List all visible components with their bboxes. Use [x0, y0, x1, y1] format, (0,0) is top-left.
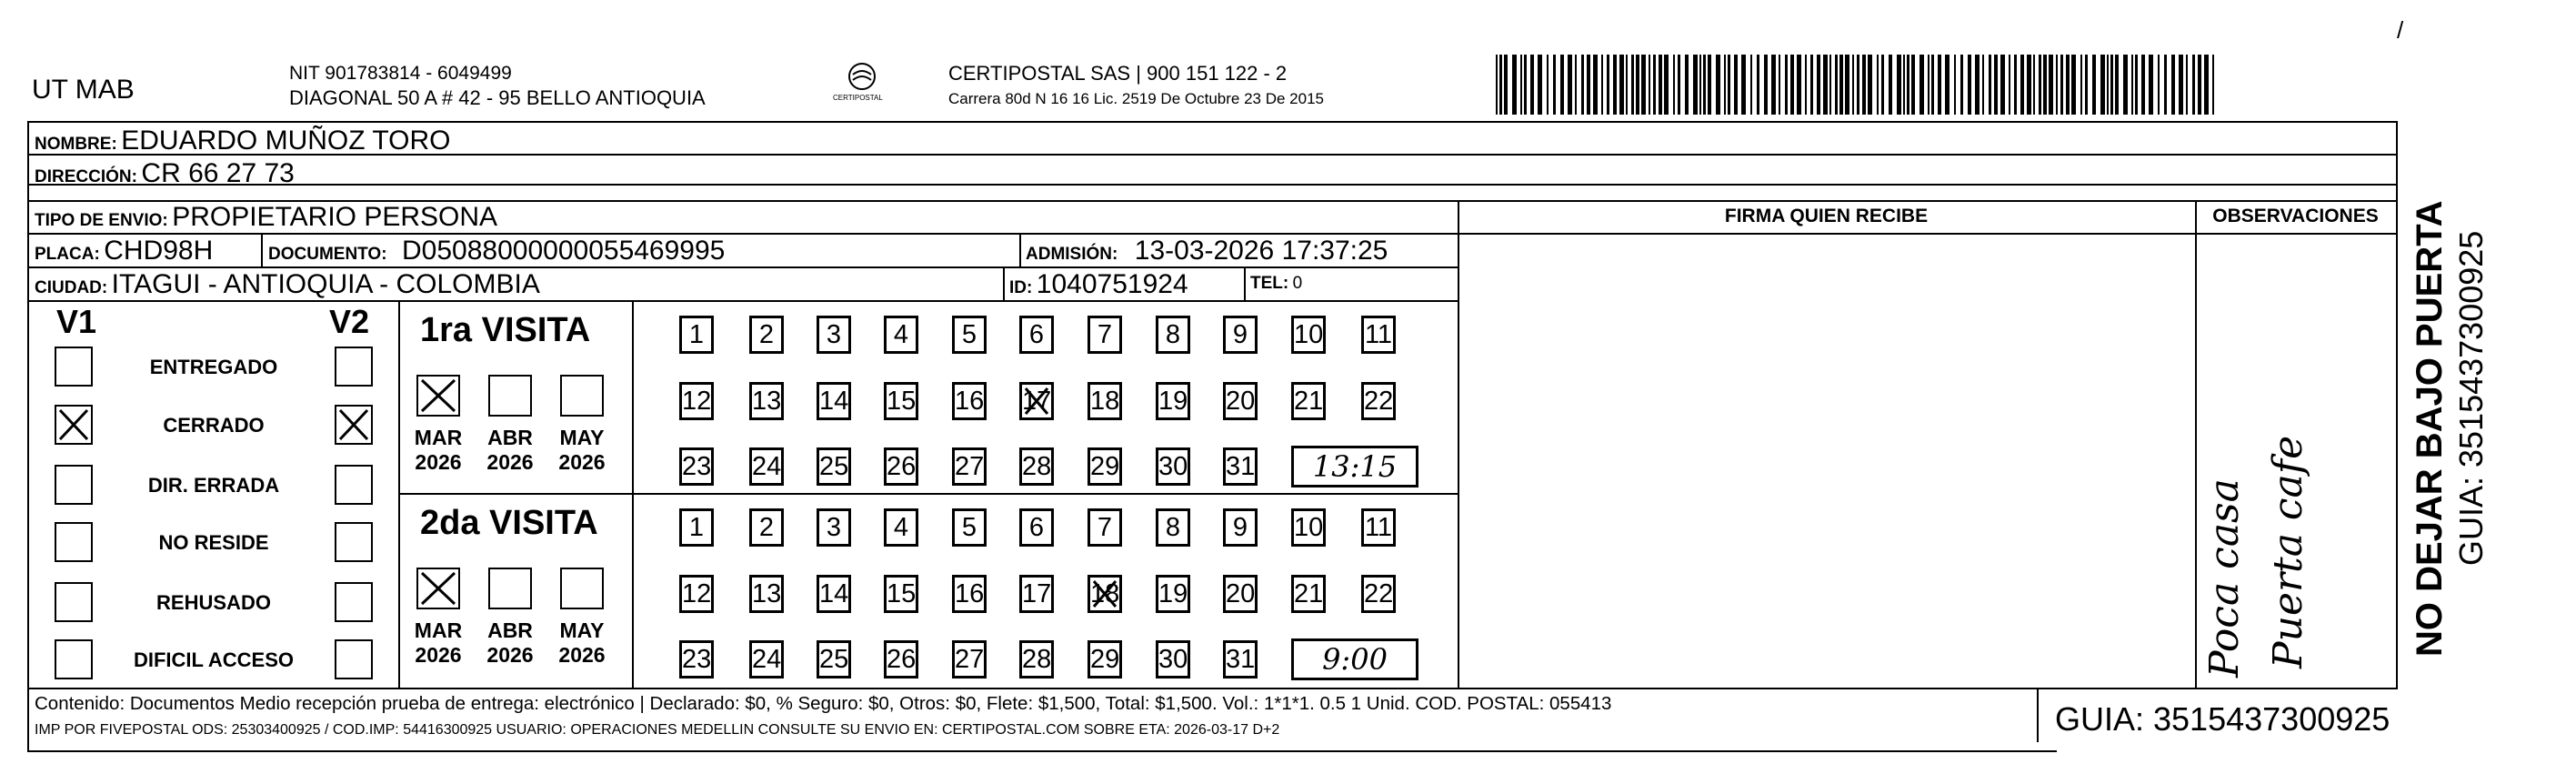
- barcode-bar: [1678, 55, 1680, 115]
- barcode-bar: [2110, 55, 2113, 115]
- day-cell[interactable]: 20: [1223, 382, 1258, 420]
- v2-checkbox[interactable]: [335, 405, 373, 445]
- row-line: [27, 300, 1458, 302]
- barcode-bar: [1931, 55, 1934, 115]
- courier-name: CERTIPOSTAL SAS | 900 151 122 - 2: [948, 62, 1288, 85]
- barcode-bar: [2066, 55, 2070, 115]
- day-cell[interactable]: 27: [952, 447, 987, 486]
- id-row: [1009, 271, 1188, 298]
- barcode-bar: [1547, 55, 1549, 115]
- barcode-bar: [2049, 55, 2053, 115]
- barcode-bar: [2009, 55, 2010, 115]
- day-cell[interactable]: 10: [1291, 508, 1326, 547]
- day-cell[interactable]: 7: [1088, 316, 1122, 354]
- barcode-bar: [1708, 55, 1711, 115]
- company-name: UT MAB: [32, 75, 135, 105]
- day-cell[interactable]: 11: [1361, 508, 1396, 547]
- day-cell[interactable]: 26: [884, 640, 918, 678]
- day-cell[interactable]: 22: [1361, 382, 1396, 420]
- day-cell[interactable]: 31: [1223, 640, 1258, 678]
- day-cell[interactable]: 21: [1291, 575, 1326, 613]
- barcode-bar: [2000, 55, 2005, 115]
- day-cell[interactable]: 6: [1019, 316, 1054, 354]
- barcode-bar: [1852, 55, 1854, 115]
- plate-row: [35, 237, 213, 265]
- day-cell[interactable]: 25: [817, 640, 851, 678]
- day-cell[interactable]: 2: [749, 508, 784, 547]
- visit-time-value: 13:15: [1312, 449, 1398, 484]
- barcode-bar: [1810, 55, 1813, 115]
- month-checkbox[interactable]: [416, 375, 460, 417]
- side-guide: GUIA: 3515437300925: [2452, 230, 2490, 566]
- barcode-bar: [2158, 55, 2160, 115]
- v2-checkbox[interactable]: [335, 522, 373, 562]
- day-cell[interactable]: 10: [1291, 316, 1326, 354]
- month-checkbox[interactable]: [560, 375, 604, 417]
- id-label: ID:: [1009, 278, 1033, 297]
- barcode-bar: [2071, 55, 2076, 115]
- barcode-bar: [2123, 55, 2128, 115]
- city-row: [35, 271, 540, 298]
- day-cell[interactable]: 25: [817, 447, 851, 486]
- month-label: ABR: [487, 618, 533, 642]
- visit-title: 2da VISITA: [420, 504, 598, 542]
- barcode-bar: [1835, 55, 1838, 115]
- month-checkbox[interactable]: [488, 568, 532, 609]
- visit-time-box[interactable]: [1291, 446, 1418, 487]
- barcode-bar: [2179, 55, 2183, 115]
- barcode-bar: [1823, 55, 1828, 115]
- barcode-bar: [1659, 55, 1662, 115]
- barcode-bar: [1750, 55, 1752, 115]
- barcode-bar: [1945, 55, 1950, 115]
- company-address: DIAGONAL 50 A # 42 - 95 BELLO ANTIOQUIA: [289, 86, 706, 109]
- barcode-bar: [2080, 55, 2082, 115]
- barcode-bar: [1903, 55, 1905, 115]
- barcode-bar: [1790, 55, 1794, 115]
- month-checkbox[interactable]: [416, 568, 460, 609]
- barcode-bar: [1757, 55, 1759, 115]
- month-check-mark: [418, 569, 458, 608]
- barcode-bar: [1520, 55, 1522, 115]
- v2-header: V2: [329, 303, 370, 340]
- barcode-bar: [1889, 55, 1892, 115]
- barcode-bar: [2192, 55, 2195, 115]
- day-cell[interactable]: 5: [952, 508, 987, 547]
- barcode-bar: [2033, 55, 2035, 115]
- document-label: DOCUMENTO:: [268, 245, 387, 264]
- barcode-bar: [1862, 55, 1866, 115]
- barcode-bar: [1975, 55, 1980, 115]
- tel-label: TEL:: [1250, 274, 1289, 293]
- barcode-bar: [2204, 55, 2209, 115]
- day-cell[interactable]: 15: [884, 382, 918, 420]
- form-top-border: [27, 121, 2396, 123]
- barcode-bar: [1703, 55, 1706, 115]
- barcode-bar: [1504, 55, 1508, 115]
- form-right-border: [2396, 121, 2398, 689]
- year-label: 2026: [558, 643, 606, 667]
- day-cell[interactable]: 19: [1156, 382, 1190, 420]
- observation-handwritten-2: Puerta cafe: [2265, 435, 2311, 668]
- v1-checkbox[interactable]: [55, 465, 93, 505]
- day-cell[interactable]: 15: [884, 575, 918, 613]
- barcode-bar: [1499, 55, 1502, 115]
- barcode-bar: [1626, 55, 1628, 115]
- type-value: PROPIETARIO PERSONA: [172, 202, 498, 232]
- observation-handwritten-1: Poca casa: [2201, 478, 2248, 678]
- day-cell[interactable]: 30: [1156, 640, 1190, 678]
- v2-checkbox[interactable]: [335, 639, 373, 679]
- day-check-mark: [1022, 385, 1051, 417]
- day-cell[interactable]: 8: [1156, 316, 1190, 354]
- status-label: DIR. ERRADA: [147, 474, 280, 497]
- barcode-bar: [1636, 55, 1639, 115]
- day-cell[interactable]: 29: [1088, 640, 1122, 678]
- barcode-bar: [1524, 55, 1527, 115]
- day-cell[interactable]: 19: [1156, 575, 1190, 613]
- day-cell[interactable]: 2: [749, 316, 784, 354]
- barcode-bar: [1938, 55, 1941, 115]
- year-label: 2026: [486, 450, 534, 474]
- footer-guide: GUIA: 3515437300925: [2055, 700, 2391, 738]
- type-label: TIPO DE ENVIO:: [35, 211, 168, 230]
- col-line: [2037, 688, 2039, 742]
- v1-checkbox[interactable]: [55, 582, 93, 622]
- col-line: [1458, 200, 1459, 688]
- visit-time-box[interactable]: [1291, 638, 1418, 680]
- v1-checkbox[interactable]: [55, 347, 93, 387]
- day-cell[interactable]: 18: [1088, 382, 1122, 420]
- col-line: [1019, 233, 1021, 266]
- barcode-bar: [1764, 55, 1768, 115]
- barcode-bar: [1568, 55, 1572, 115]
- barcode-bar: [1845, 55, 1849, 115]
- barcode-bar: [1960, 55, 1963, 115]
- month-checkbox[interactable]: [560, 568, 604, 609]
- city-label: CIUDAD:: [35, 278, 108, 297]
- barcode-bar: [1928, 55, 1929, 115]
- status-label: CERRADO: [163, 414, 265, 437]
- barcode-bar: [1968, 55, 1971, 115]
- barcode-bar: [1857, 55, 1859, 115]
- day-cell[interactable]: 23: [679, 640, 714, 678]
- barcode-bar: [1512, 55, 1517, 115]
- barcode-bar: [1907, 55, 1909, 115]
- status-label: NO RESIDE: [158, 531, 269, 554]
- col-line: [261, 233, 263, 266]
- barcode-bar: [1868, 55, 1872, 115]
- col-line: [1244, 266, 1246, 300]
- barcode-bar: [2164, 55, 2167, 115]
- address-row: [35, 160, 295, 187]
- barcode-bar: [1741, 55, 1746, 115]
- status-label: DIFICIL ACCESO: [133, 648, 294, 671]
- month-label: ABR: [487, 426, 533, 449]
- status-label: REHUSADO: [156, 591, 271, 614]
- month-check-mark: [418, 377, 458, 415]
- barcode-bar: [2141, 55, 2145, 115]
- name-value: EDUARDO MUÑOZ TORO: [121, 126, 451, 156]
- barcode-bar: [1553, 55, 1556, 115]
- v1-checkbox[interactable]: [55, 639, 93, 679]
- row-line: [27, 184, 2396, 186]
- barcode: [1496, 55, 2223, 115]
- day-cell[interactable]: 3: [817, 316, 851, 354]
- barcode-bar: [1613, 55, 1617, 115]
- name-label: NOMBRE:: [35, 135, 117, 154]
- barcode-bar: [2014, 55, 2017, 115]
- barcode-bar: [1994, 55, 1998, 115]
- barcode-bar: [2171, 55, 2175, 115]
- day-cell[interactable]: 12: [679, 382, 714, 420]
- v1-check-mark: [56, 407, 91, 443]
- courier-logo: [818, 60, 909, 111]
- year-label: 2026: [415, 643, 462, 667]
- company-nit: NIT 901783814 - 6049499: [289, 63, 512, 84]
- day-cell[interactable]: 26: [884, 447, 918, 486]
- v2-check-mark: [336, 407, 371, 443]
- admission-row: [1026, 237, 1388, 265]
- plate-value: CHD98H: [104, 236, 214, 266]
- day-cell[interactable]: 14: [817, 575, 851, 613]
- month-label: MAY: [559, 426, 605, 449]
- year-label: 2026: [415, 450, 462, 474]
- barcode-bar: [2039, 55, 2041, 115]
- v2-checkbox[interactable]: [335, 465, 373, 505]
- barcode-bar: [1560, 55, 1564, 115]
- day-cell[interactable]: 13: [749, 382, 784, 420]
- barcode-bar: [2149, 55, 2153, 115]
- barcode-bar: [2027, 55, 2031, 115]
- barcode-bar: [1575, 55, 1577, 115]
- barcode-bar: [1897, 55, 1901, 115]
- day-cell[interactable]: 30: [1156, 447, 1190, 486]
- barcode-bar: [1724, 55, 1726, 115]
- barcode-bar: [1699, 55, 1701, 115]
- day-cell[interactable]: 24: [749, 640, 784, 678]
- row-line: [27, 688, 2396, 689]
- day-cell[interactable]: 9: [1223, 508, 1258, 547]
- v1-checkbox[interactable]: [55, 405, 93, 445]
- day-cell[interactable]: 6: [1019, 508, 1054, 547]
- form-left-border: [27, 121, 29, 750]
- barcode-bar: [1829, 55, 1831, 115]
- month-checkbox[interactable]: [488, 375, 532, 417]
- barcode-bar: [1839, 55, 1843, 115]
- day-cell[interactable]: 31: [1223, 447, 1258, 486]
- barcode-bar: [2198, 55, 2201, 115]
- admission-value: 13-03-2026 17:37:25: [1134, 236, 1388, 266]
- day-check-mark: [1090, 578, 1119, 610]
- barcode-bar: [1530, 55, 1534, 115]
- barcode-bar: [1797, 55, 1801, 115]
- status-label: ENTREGADO: [149, 356, 278, 378]
- barcode-bar: [1771, 55, 1776, 115]
- footer-print-line: IMP POR FIVEPOSTAL ODS: 25303400925 / COD.IMP: 54416300925 USUARIO: OPERACIONES MEDELLIN CONSULTE SU ENVIO EN: CERTIPOSTAL.COM SOBRE ETA: 2026-03-17 D+2: [35, 722, 1280, 738]
- barcode-bar: [2056, 55, 2058, 115]
- v1-checkbox[interactable]: [55, 522, 93, 562]
- corner-mark: /: [2397, 16, 2404, 44]
- day-cell[interactable]: 28: [1019, 640, 1054, 678]
- type-row: [35, 204, 497, 231]
- v2-checkbox[interactable]: [335, 582, 373, 622]
- address-label: DIRECCIÓN:: [35, 167, 137, 186]
- barcode-bar: [2212, 55, 2214, 115]
- barcode-bar: [1716, 55, 1720, 115]
- id-value: 1040751924: [1036, 269, 1188, 299]
- observations-label: OBSERVACIONES: [2212, 206, 2379, 226]
- day-cell[interactable]: 23: [679, 447, 714, 486]
- side-warning: NO DEJAR BAJO PUERTA: [2410, 200, 2450, 657]
- barcode-bar: [2115, 55, 2119, 115]
- visit-title: 1ra VISITA: [420, 311, 591, 349]
- barcode-bar: [2107, 55, 2109, 115]
- row-line: [398, 493, 1458, 495]
- barcode-bar: [1673, 55, 1675, 115]
- month-label: MAR: [414, 618, 463, 642]
- day-cell[interactable]: 17: [1019, 575, 1054, 613]
- day-cell[interactable]: 7: [1088, 508, 1122, 547]
- day-cell[interactable]: 14: [817, 382, 851, 420]
- day-cell[interactable]: 20: [1223, 575, 1258, 613]
- day-cell[interactable]: 16: [952, 575, 987, 613]
- barcode-bar: [1989, 55, 1991, 115]
- v2-checkbox[interactable]: [335, 347, 373, 387]
- barcode-bar: [1631, 55, 1634, 115]
- barcode-bar: [1919, 55, 1924, 115]
- barcode-bar: [1641, 55, 1646, 115]
- month-label: MAY: [559, 618, 605, 642]
- barcode-bar: [1619, 55, 1624, 115]
- row-line: [27, 750, 2057, 752]
- barcode-bar: [1587, 55, 1590, 115]
- courier-address: Carrera 80d N 16 16 Lic. 2519 De Octubre 23 De 2015: [948, 90, 1324, 107]
- day-cell[interactable]: 12: [679, 575, 714, 613]
- logo-text: CERTIPOSTAL: [833, 94, 883, 102]
- admission-label: ADMISIÓN:: [1026, 245, 1118, 264]
- barcode-bar: [1607, 55, 1609, 115]
- document-row: [268, 237, 725, 265]
- barcode-bar: [1601, 55, 1603, 115]
- barcode-bar: [2100, 55, 2105, 115]
- barcode-bar: [1877, 55, 1879, 115]
- v1-header: V1: [56, 303, 97, 340]
- barcode-bar: [1593, 55, 1598, 115]
- day-cell[interactable]: 27: [952, 640, 987, 678]
- signature-label: FIRMA QUIEN RECIBE: [1724, 206, 1929, 226]
- tel-value: 0: [1292, 274, 1303, 293]
- barcode-bar: [1817, 55, 1820, 115]
- day-cell[interactable]: 18: [1088, 575, 1122, 613]
- document-value: D05088000000055469995: [402, 236, 726, 266]
- day-cell[interactable]: 4: [884, 316, 918, 354]
- barcode-bar: [1653, 55, 1656, 115]
- day-cell[interactable]: 8: [1156, 508, 1190, 547]
- barcode-bar: [1649, 55, 1650, 115]
- day-cell[interactable]: 1: [679, 508, 714, 547]
- barcode-bar: [2043, 55, 2047, 115]
- tel-row: [1250, 275, 1302, 292]
- name-row: [35, 127, 450, 155]
- barcode-bar: [1693, 55, 1698, 115]
- day-cell[interactable]: 9: [1223, 316, 1258, 354]
- day-cell[interactable]: 28: [1019, 447, 1054, 486]
- barcode-bar: [1805, 55, 1807, 115]
- day-cell[interactable]: 5: [952, 316, 987, 354]
- barcode-bar: [2131, 55, 2133, 115]
- day-cell[interactable]: 17: [1019, 382, 1054, 420]
- barcode-bar: [2186, 55, 2188, 115]
- barcode-bar: [2085, 55, 2088, 115]
- barcode-bar: [1728, 55, 1730, 115]
- barcode-bar: [1664, 55, 1669, 115]
- day-cell[interactable]: 3: [817, 508, 851, 547]
- day-cell[interactable]: 1: [679, 316, 714, 354]
- day-cell[interactable]: 11: [1361, 316, 1396, 354]
- plate-label: PLACA:: [35, 245, 100, 264]
- barcode-bar: [1734, 55, 1738, 115]
- barcode-bar: [2060, 55, 2063, 115]
- barcode-bar: [1982, 55, 1984, 115]
- day-cell[interactable]: 16: [952, 382, 987, 420]
- barcode-bar: [2020, 55, 2024, 115]
- barcode-bar: [1881, 55, 1884, 115]
- col-line: [2195, 200, 2197, 688]
- month-label: MAR: [414, 426, 463, 449]
- day-cell[interactable]: 29: [1088, 447, 1122, 486]
- barcode-bar: [1496, 55, 1498, 115]
- day-cell[interactable]: 24: [749, 447, 784, 486]
- day-cell[interactable]: 13: [749, 575, 784, 613]
- barcode-bar: [1779, 55, 1780, 115]
- footer-content-line: Contenido: Documentos Medio recepción prueba de entrega: electrónico | Declarado: $0, % Seguro: $0, Otros: $0, Flete: $1,500, Total: $1,500. Vol.: 1*1*1. 0.5 1 Unid. COD. POSTAL: 055413: [35, 693, 1612, 714]
- col-line: [1003, 266, 1005, 300]
- day-cell[interactable]: 4: [884, 508, 918, 547]
- barcode-bar: [1911, 55, 1915, 115]
- barcode-bar: [1685, 55, 1689, 115]
- barcode-bar: [1538, 55, 1542, 115]
- year-label: 2026: [558, 450, 606, 474]
- city-value: ITAGUI - ANTIOQUIA - COLOMBIA: [111, 269, 540, 299]
- barcode-bar: [1581, 55, 1584, 115]
- barcode-bar: [2092, 55, 2096, 115]
- address-value: CR 66 27 73: [141, 158, 295, 188]
- visit-time-value: 9:00: [1322, 642, 1388, 677]
- day-cell[interactable]: 22: [1361, 575, 1396, 613]
- signature-area[interactable]: [1460, 234, 2193, 686]
- barcode-bar: [1785, 55, 1788, 115]
- day-cell[interactable]: 21: [1291, 382, 1326, 420]
- barcode-bar: [1954, 55, 1956, 115]
- barcode-bar: [2135, 55, 2138, 115]
- year-label: 2026: [486, 643, 534, 667]
